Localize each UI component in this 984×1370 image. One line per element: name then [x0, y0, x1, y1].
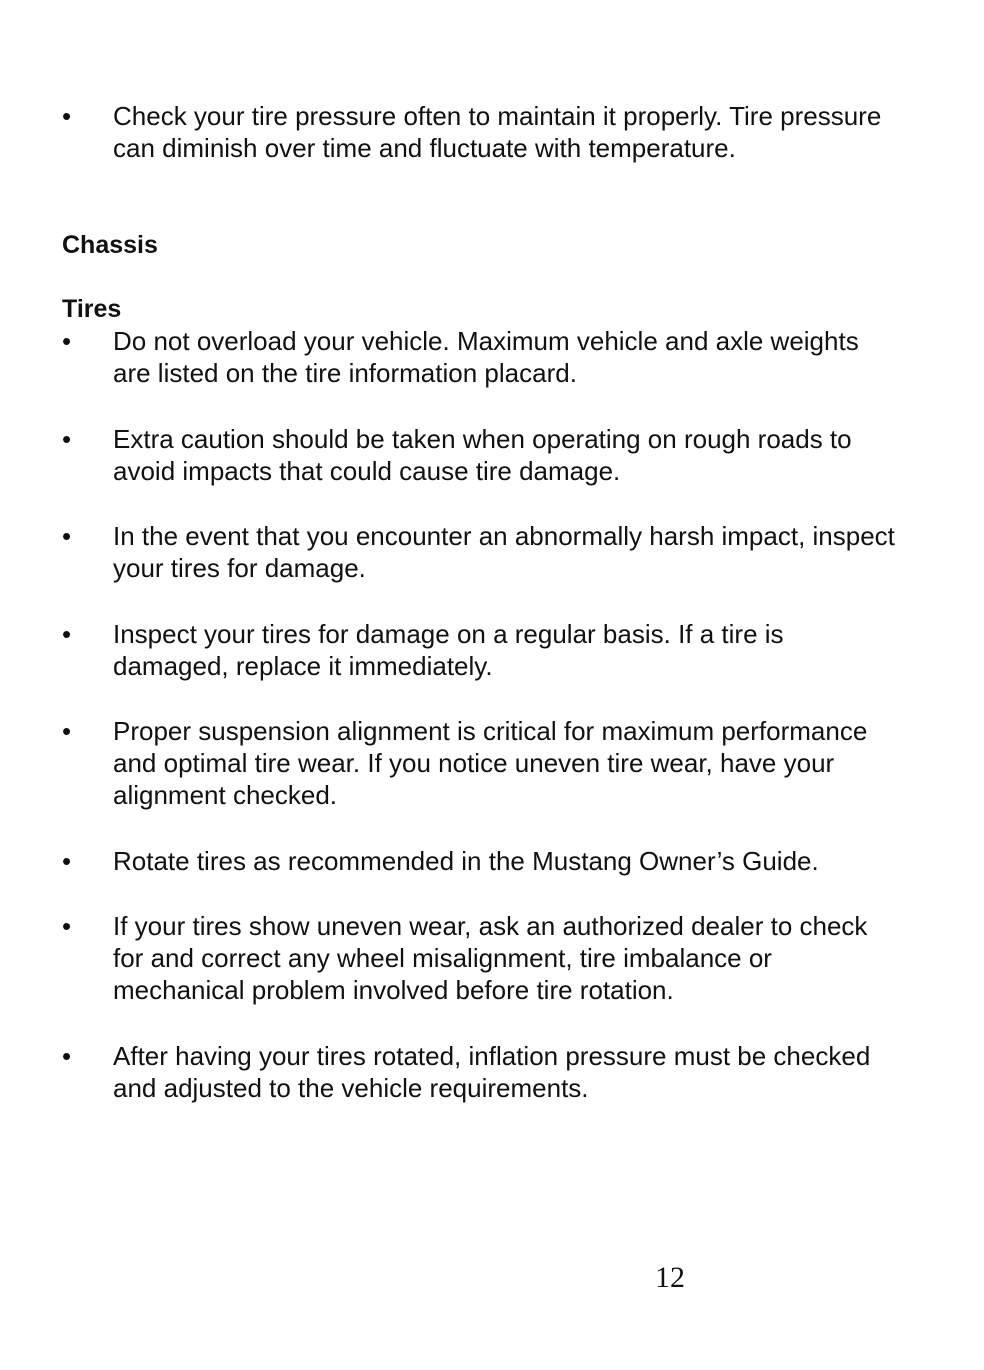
page-number: 12	[655, 1261, 685, 1294]
section-heading-tires: Tires	[62, 295, 122, 323]
bullet-icon: •	[62, 424, 72, 454]
list-item-text: If your tires show uneven wear, ask an authorized dealer to check for and correct any wheel misalignment, tire imbalance or mechanical problem involved before tire rotation.	[113, 911, 868, 1005]
bullet-icon: •	[62, 101, 72, 131]
bullet-icon: •	[62, 911, 72, 941]
list-item-text: Check your tire pressure often to maintain it properly. Tire pressure can diminish over time and fluctuate with temperature.	[113, 101, 882, 163]
bullet-icon: •	[62, 521, 72, 551]
bullet-icon: •	[62, 1041, 72, 1071]
bullet-icon: •	[62, 846, 72, 876]
list-item-text: Inspect your tires for damage on a regular basis. If a tire is damaged, replace it immediately.	[113, 619, 784, 681]
list-item-text: Extra caution should be taken when operating on rough roads to avoid impacts that could cause tire damage.	[113, 424, 852, 486]
list-item-text: Do not overload your vehicle. Maximum vehicle and axle weights are listed on the tire information placard.	[113, 326, 859, 388]
bullet-icon: •	[62, 326, 72, 356]
list-item-text: In the event that you encounter an abnormally harsh impact, inspect your tires for damage.	[113, 521, 895, 583]
section-heading-chassis: Chassis	[62, 231, 158, 259]
list-item-text: Proper suspension alignment is critical for maximum performance and optimal tire wear. If you notice uneven tire wear, have your alignment checked.	[113, 716, 868, 810]
list-item-text: After having your tires rotated, inflation pressure must be checked and adjusted to the vehicle requirements.	[113, 1041, 871, 1103]
bullet-icon: •	[62, 716, 72, 746]
bullet-icon: •	[62, 619, 72, 649]
list-item-text: Rotate tires as recommended in the Mustang Owner’s Guide.	[113, 846, 819, 876]
